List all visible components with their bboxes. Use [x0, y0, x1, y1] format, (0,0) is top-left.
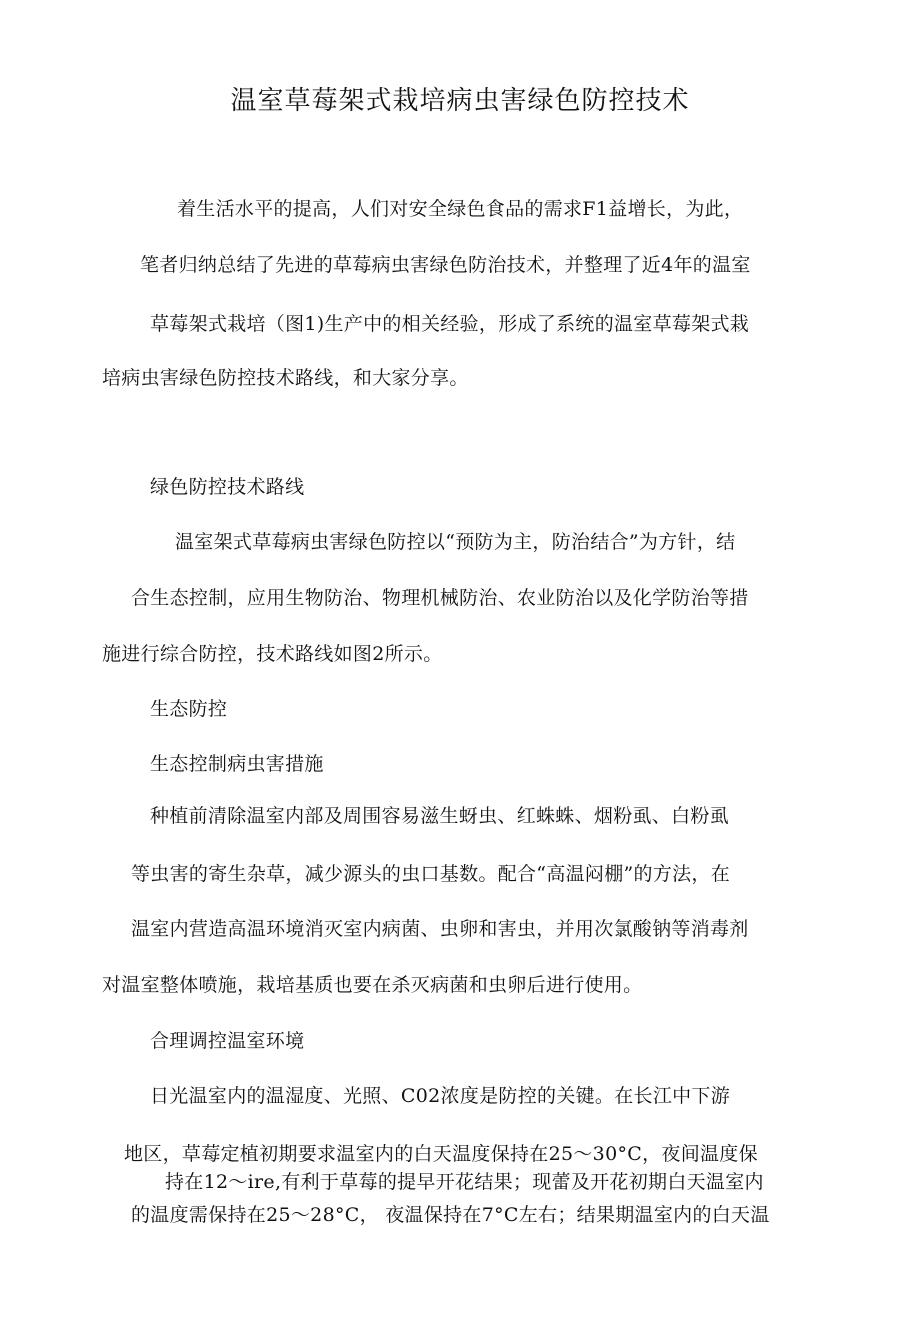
subsection1-line-2: 等虫害的寄生杂草，减少源头的虫口基数。配合“高温闷棚”的方法，在 [131, 863, 731, 885]
subsection2-line-4: 的温度需保持在25～28°C， 夜温保持在7°C左右；结果期温室内的白天温 [131, 1204, 770, 1226]
intro-line-4: 培病虫害绿色防控技术路线，和大家分享。 [102, 367, 469, 389]
section1-line-3: 施进行综合防控，技术路线如图2所示。 [102, 643, 443, 665]
subsection-heading-environment: 合理调控温室环境 [150, 1030, 305, 1052]
subsection1-line-4: 对温室整体喷施，栽培基质也要在杀灭病菌和虫卵后进行使用。 [102, 974, 643, 996]
subsection2-line-1: 日光温室内的温湿度、光照、C02浓度是防控的关键。在长江中下游 [150, 1085, 731, 1107]
subsection2-line-3: 持在12～ire,有利于草莓的提早开花结果；现蕾及开花初期白天温室内 [165, 1171, 764, 1193]
intro-line-3: 草莓架式栽培（图1)生产中的相关经验，形成了系统的温室草莓架式栽 [150, 313, 750, 335]
section1-line-2: 合生态控制，应用生物防治、物理机械防治、农业防治以及化学防治等措 [131, 587, 749, 609]
section1-line-1: 温室架式草莓病虫害绿色防控以“预防为主，防治结合”为方针，结 [175, 531, 736, 553]
subsection1-line-1: 种植前清除温室内部及周围容易滋生蚜虫、红蛛蛛、烟粉虱、白粉虱 [150, 805, 730, 827]
document-title: 温室草莓架式栽培病虫害绿色防控技术 [230, 86, 690, 116]
section-heading-ecological: 生态防控 [150, 698, 228, 720]
subsection2-line-2: 地区，草莓定植初期要求温室内的白天温度保持在25～30°C，夜间温度保 [124, 1143, 758, 1165]
section-heading-green-control: 绿色防控技术路线 [150, 476, 305, 498]
intro-line-1: 着生活水平的提高，人们对安全绿色食品的需求F1益增长，为此， [177, 198, 744, 220]
subsection-heading-ecological-measures: 生态控制病虫害措施 [150, 753, 324, 775]
intro-line-2: 笔者归纳总结了先进的草莓病虫害绿色防治技术，并整理了近4年的温室 [140, 254, 751, 276]
subsection1-line-3: 温室内营造高温环境消灭室内病菌、虫卵和害虫，并用次氯酸钠等消毒剂 [131, 918, 749, 940]
